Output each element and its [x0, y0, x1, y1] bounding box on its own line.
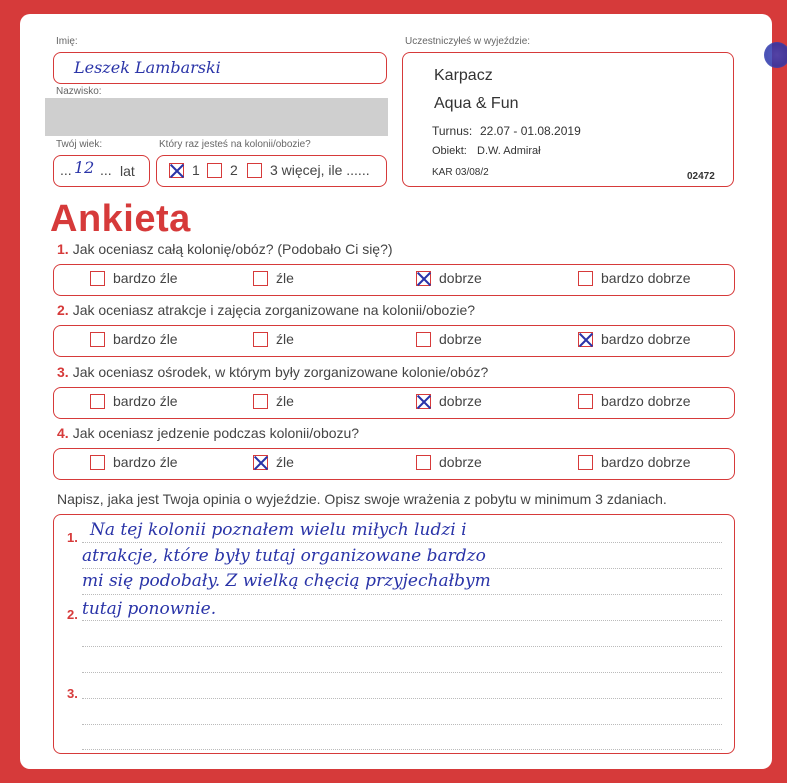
- option-label: bardzo źle: [113, 331, 178, 347]
- checkbox[interactable]: [416, 271, 431, 286]
- obiekt-value: D.W. Admirał: [477, 145, 541, 157]
- option[interactable]: [253, 393, 294, 409]
- option[interactable]: [416, 454, 482, 470]
- ktory-raz-opt-1-label: 1: [192, 162, 200, 178]
- question-text: Jak oceniasz ośrodek, w którym były zorganizowane kolonie/obóz?: [72, 364, 489, 380]
- handwritten-answer-line: mi się podobały. Z wielką chęcią przyjechałbym: [82, 571, 491, 591]
- option-label: dobrze: [439, 393, 482, 409]
- option[interactable]: [578, 393, 691, 409]
- handwritten-answer-line: tutaj ponownie.: [82, 599, 217, 619]
- ruled-line: [82, 594, 722, 595]
- option-label: dobrze: [439, 454, 482, 470]
- ktory-raz-label: Który raz jesteś na kolonii/obozie?: [159, 139, 311, 150]
- option[interactable]: [578, 270, 691, 286]
- uczestnik-label: Uczestniczyłeś w wyjeździe:: [405, 36, 531, 47]
- turnus-label: Turnus:: [432, 124, 473, 138]
- checkbox[interactable]: [578, 455, 593, 470]
- camp-code: KAR 03/08/2: [432, 167, 489, 178]
- question-4: [57, 425, 359, 441]
- option-label: źle: [276, 270, 294, 286]
- question-1-options: [53, 264, 735, 296]
- ruled-line: [82, 749, 722, 750]
- option-label: źle: [276, 454, 294, 470]
- option-label: dobrze: [439, 331, 482, 347]
- answer-number: 1.: [67, 530, 78, 545]
- question-text: Jak oceniasz całą kolonię/obóz? (Podobało Ci się?): [72, 241, 393, 257]
- wiek-value: 12: [74, 158, 95, 177]
- option[interactable]: [416, 331, 482, 347]
- checkbox[interactable]: [253, 332, 268, 347]
- option-label: źle: [276, 331, 294, 347]
- option[interactable]: [90, 270, 178, 286]
- checkbox[interactable]: [90, 332, 105, 347]
- checkbox[interactable]: [416, 394, 431, 409]
- question-4-options: [53, 448, 735, 480]
- ruled-line: [82, 724, 722, 725]
- ktory-raz-opt-1[interactable]: [169, 162, 200, 178]
- option[interactable]: [253, 270, 294, 286]
- wiek-dots-left: ...: [60, 162, 72, 178]
- answer-number: 3.: [67, 686, 78, 701]
- option-label: bardzo źle: [113, 270, 178, 286]
- wiek-field[interactable]: [53, 155, 150, 187]
- option[interactable]: [253, 331, 294, 347]
- option[interactable]: [253, 454, 294, 470]
- option[interactable]: [90, 331, 178, 347]
- question-3: [57, 364, 488, 380]
- survey-sheet: [20, 14, 772, 769]
- ktory-raz-field: [156, 155, 387, 187]
- option[interactable]: [416, 270, 482, 286]
- ruled-line: [82, 620, 722, 621]
- opinion-prompt: Napisz, jaka jest Twoja opinia o wyjeździe. Opisz swoje wrażenia z pobytu w minimum 3 zdaniach.: [57, 491, 667, 507]
- checkbox[interactable]: [253, 271, 268, 286]
- option-label: bardzo dobrze: [601, 454, 691, 470]
- wiek-dots-right: ...: [100, 162, 112, 178]
- checkbox-2[interactable]: [207, 163, 222, 178]
- checkbox[interactable]: [253, 394, 268, 409]
- ruled-line: [82, 646, 722, 647]
- ink-stamp: [764, 42, 787, 68]
- option[interactable]: [90, 454, 178, 470]
- checkbox[interactable]: [416, 332, 431, 347]
- question-text: Jak oceniasz jedzenie podczas kolonii/obozu?: [72, 425, 360, 441]
- question-number: 3.: [57, 364, 69, 380]
- checkbox[interactable]: [90, 271, 105, 286]
- question-number: 2.: [57, 302, 69, 318]
- answer-number: 2.: [67, 607, 78, 622]
- ruled-line: [82, 542, 722, 543]
- option[interactable]: [578, 331, 691, 347]
- ruled-line: [82, 672, 722, 673]
- ktory-raz-opt-3-label: 3 więcej, ile ......: [270, 162, 370, 178]
- checkbox[interactable]: [416, 455, 431, 470]
- wiek-unit: lat: [120, 163, 135, 179]
- camp-name: Aqua & Fun: [434, 95, 519, 112]
- handwritten-answer-line: Na tej kolonii poznałem wielu miłych ludzi i: [90, 520, 467, 540]
- ruled-line: [82, 698, 722, 699]
- checkbox[interactable]: [578, 332, 593, 347]
- imie-label: Imię:: [56, 36, 78, 47]
- question-2-options: [53, 325, 735, 357]
- ruled-line: [82, 568, 722, 569]
- obiekt-label: Obiekt:: [432, 145, 467, 157]
- checkbox-1[interactable]: [169, 163, 184, 178]
- option[interactable]: [416, 393, 482, 409]
- option-label: bardzo dobrze: [601, 393, 691, 409]
- option-label: dobrze: [439, 270, 482, 286]
- imie-field[interactable]: [53, 52, 387, 84]
- question-text: Jak oceniasz atrakcje i zajęcia zorganizowane na kolonii/obozie?: [72, 302, 476, 318]
- checkbox[interactable]: [253, 455, 268, 470]
- question-number: 4.: [57, 425, 69, 441]
- turnus-value: 22.07 - 01.08.2019: [480, 124, 581, 138]
- camp-info-box: [402, 52, 734, 187]
- checkbox-3[interactable]: [247, 163, 262, 178]
- camp-place: Karpacz: [434, 67, 493, 84]
- option[interactable]: [90, 393, 178, 409]
- nazwisko-redaction: [45, 98, 388, 136]
- ktory-raz-opt-3[interactable]: [247, 162, 370, 178]
- option[interactable]: [578, 454, 691, 470]
- option-label: bardzo źle: [113, 454, 178, 470]
- question-3-options: [53, 387, 735, 419]
- survey-title: Ankieta: [50, 198, 191, 240]
- question-number: 1.: [57, 241, 69, 257]
- nazwisko-label: Nazwisko:: [56, 86, 102, 97]
- option-label: źle: [276, 393, 294, 409]
- option-label: bardzo źle: [113, 393, 178, 409]
- option-label: bardzo dobrze: [601, 331, 691, 347]
- handwritten-answer-line: atrakcje, które były tutaj organizowane bardzo: [82, 546, 486, 566]
- imie-value: Leszek Lambarski: [74, 58, 221, 77]
- question-1: [57, 241, 393, 257]
- ktory-raz-opt-2[interactable]: [207, 162, 238, 178]
- checkbox[interactable]: [578, 394, 593, 409]
- option-label: bardzo dobrze: [601, 270, 691, 286]
- camp-number: 02472: [687, 171, 715, 182]
- wiek-label: Twój wiek:: [56, 139, 103, 150]
- question-2: [57, 302, 475, 318]
- checkbox[interactable]: [90, 394, 105, 409]
- checkbox[interactable]: [90, 455, 105, 470]
- checkbox[interactable]: [578, 271, 593, 286]
- ktory-raz-opt-2-label: 2: [230, 162, 238, 178]
